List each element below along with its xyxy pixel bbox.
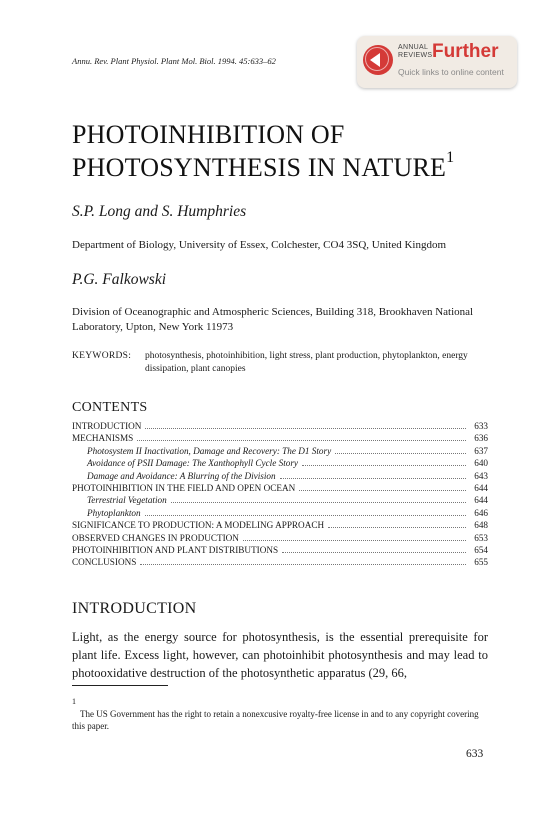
- annual-reviews-further-badge[interactable]: [357, 36, 517, 88]
- toc-entry-label: PHOTOINHIBITION IN THE FIELD AND OPEN OCEAN: [72, 483, 296, 494]
- toc-entry-page: 643: [474, 470, 488, 481]
- toc-entry-label: OBSERVED CHANGES IN PRODUCTION: [72, 532, 239, 543]
- toc-entry-label: SIGNIFICANCE TO PRODUCTION: A MODELING APPROACH: [72, 520, 325, 531]
- paper-title: [72, 118, 454, 184]
- toc-entry[interactable]: [72, 519, 488, 531]
- toc-entry[interactable]: [72, 482, 488, 494]
- contents-heading: CONTENTS: [72, 400, 148, 415]
- toc-leader-dots: [171, 495, 466, 503]
- toc-entry[interactable]: [72, 432, 488, 444]
- toc-entry-label: Terrestrial Vegetation: [87, 495, 167, 506]
- introduction-heading: INTRODUCTION: [72, 600, 197, 617]
- toc-entry[interactable]: [72, 544, 488, 556]
- toc-leader-dots: [302, 458, 466, 466]
- keywords-text: photosynthesis, photoinhibition, light stress, plant production, phytoplankton, energy dissipation, plant canopies: [145, 351, 468, 374]
- further-tagline: Quick links to online content: [398, 67, 504, 77]
- introduction-body: Light, as the energy source for photosynthesis, is the essential prerequisite for plant life. Excess light, however, can photoinhibit photosynthesis and may lead to photooxidative destruction of the photosynthetic apparatus (29, 66,: [72, 630, 488, 680]
- toc-leader-dots: [280, 471, 466, 479]
- reviews-label: REVIEWS: [398, 52, 433, 59]
- toc-entry-page: 646: [474, 507, 488, 518]
- toc-leader-dots: [145, 508, 466, 516]
- toc-entry-page: 654: [474, 545, 488, 556]
- toc-entry-label: CONCLUSIONS: [72, 557, 137, 568]
- annual-reviews-label: [398, 44, 432, 60]
- footnote-mark: 1: [72, 697, 76, 706]
- affiliation-1: Department of Biology, University of Essex, Colchester, CO4 3SQ, United Kingdom: [72, 239, 447, 251]
- toc-entry[interactable]: [72, 470, 488, 482]
- toc-entry-page: 636: [474, 433, 488, 444]
- title-line-2-text: PHOTOSYNTHESIS IN NATURE: [72, 153, 447, 182]
- toc-entry-label: INTRODUCTION: [72, 421, 142, 431]
- affiliation-2: Division of Oceanographic and Atmospheric Sciences, Building 318, Brookhaven National Laboratory, Upton, New York 11973: [72, 306, 474, 333]
- toc-entry-page: 648: [474, 520, 488, 531]
- toc-entry-label: Photosystem II Inactivation, Damage and Recovery: The D1 Story: [87, 445, 332, 456]
- author-group-1: S.P. Long and S. Humphries: [72, 203, 247, 220]
- toc-entry[interactable]: [72, 494, 488, 506]
- toc-entry-label: MECHANISMS: [72, 433, 134, 444]
- footnote-rule: [72, 685, 168, 686]
- further-wordmark: Further: [432, 41, 499, 62]
- toc-leader-dots: [140, 557, 466, 565]
- toc-leader-dots: [243, 533, 466, 541]
- toc-entry-page: 653: [474, 532, 488, 543]
- toc-entry[interactable]: [72, 556, 488, 568]
- toc-entry-label: PHOTOINHIBITION AND PLANT DISTRIBUTIONS: [72, 545, 279, 556]
- toc-entry-page: 644: [474, 483, 488, 494]
- toc-leader-dots: [145, 421, 466, 429]
- toc-entry[interactable]: [72, 420, 488, 432]
- toc-entry[interactable]: [72, 532, 488, 544]
- toc-entry-page: 644: [474, 495, 488, 506]
- toc-entry[interactable]: [72, 507, 488, 519]
- annual-label: ANNUAL: [398, 44, 429, 51]
- toc-entry-page: 655: [474, 557, 488, 568]
- table-of-contents: [72, 420, 488, 569]
- toc-entry[interactable]: [72, 457, 488, 469]
- keywords-label: KEYWORDS:: [72, 351, 132, 361]
- toc-leader-dots: [328, 520, 466, 528]
- toc-leader-dots: [335, 446, 466, 454]
- toc-entry-page: 633: [474, 421, 488, 431]
- title-line-2: [72, 151, 454, 184]
- author-group-2: P.G. Falkowski: [72, 271, 166, 288]
- toc-entry[interactable]: [72, 445, 488, 457]
- arrow-shape: [370, 53, 380, 67]
- toc-leader-dots: [299, 483, 466, 491]
- toc-entry-label: Phytoplankton: [87, 507, 141, 518]
- journal-citation: Annu. Rev. Plant Physiol. Plant Mol. Biol. 1994. 45:633–62: [72, 56, 276, 66]
- toc-entry-page: 640: [474, 458, 488, 469]
- page-number: 633: [466, 748, 484, 760]
- toc-leader-dots: [282, 545, 466, 553]
- left-arrow-circle-icon[interactable]: [363, 45, 393, 75]
- title-line-1: PHOTOINHIBITION OF: [72, 120, 345, 149]
- title-footnote-mark[interactable]: 1: [446, 149, 455, 166]
- toc-entry-label: Damage and Avoidance: A Blurring of the Division: [87, 470, 276, 481]
- footnote-text: The US Government has the right to retain a nonexcusive royalty-free license in and to any copyright covering this paper.: [72, 709, 479, 731]
- toc-entry-label: Avoidance of PSII Damage: The Xanthophyll Cycle Story: [87, 458, 299, 469]
- toc-leader-dots: [137, 433, 466, 441]
- toc-entry-page: 637: [474, 445, 488, 456]
